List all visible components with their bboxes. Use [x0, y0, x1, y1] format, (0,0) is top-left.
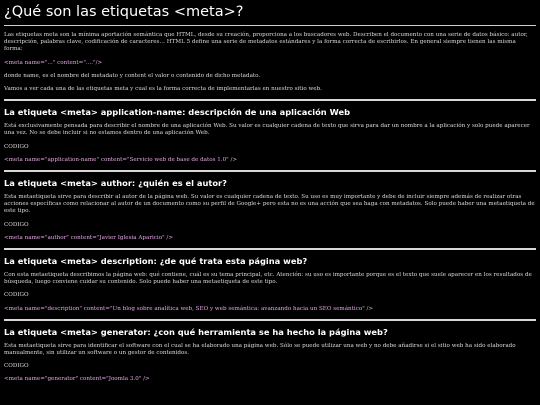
code-label: CODIGO [4, 221, 29, 228]
code-sample: <meta name="description" content="Un blog sobre analítica web, SEO y web semántica: avanzando hacia un SEO semántico" /> [4, 305, 374, 312]
section-body: Con esta metaetiqueta describimos la página web: qué contiene, cuál es su tema principal, etc. Atención: su uso es importante porque es el texto que suele aparecer en los resultados de búsqueda, luego conviene cuidar su contenido. Solo puede haber una metaetiqueta de este tipo. [4, 272, 532, 286]
divider [4, 170, 536, 172]
code-sample: <meta name="generator" content="Joomla 3.0" /> [4, 376, 150, 383]
code-label: CODIGO [4, 292, 29, 299]
section-heading-generator: La etiqueta <meta> generator: ¿con qué herramienta se ha hecho la página web? [4, 326, 388, 337]
section-heading-application-name: La etiqueta <meta> application-name: descripción de una aplicación Web [4, 107, 351, 118]
divider [4, 99, 536, 101]
divider [4, 25, 536, 26]
page-title: ¿Qué son las etiquetas <meta>? [4, 4, 244, 20]
section-body: Está exclusivamente pensada para describir el nombre de una aplicación Web. Su valor es cualquier cadena de texto que sirva para dar un nombre a la aplicación y solo puede aparecer una vez. No se debe incluir si no estamos dentro de una aplicación Web. [4, 123, 530, 137]
code-label: CODIGO [4, 143, 29, 150]
intro-paragraph: Las etiquetas meta son la mínima aportación semántica que HTML, desde su creación, proporciona a los buscadores web. Describen el documento con una serie de datos básico: autor, descripción, palabras clave, codificación de caracteres… HTML 5 define una serie de metadatos estándares y la forma correcta de escribirlos. En general siempre tienen las misma forma: [4, 32, 528, 53]
intro-paragraph: Vamos a ver cada una de las etiquetas meta y cual es la forma correcta de implementarlas en nuestro sitio web. [4, 86, 322, 93]
code-label: CODIGO [4, 363, 29, 370]
intro-code: <meta name="..." content="...."/> [4, 59, 103, 66]
divider [4, 319, 536, 321]
section-body: Esta metaetiqueta sirve para describir al autor de la página web. Su valor es cualquier cadena de texto. Su uso es muy importante y debe de incluir siempre además de realizar otras acciones específicas como relacionar al autor de un documento como su perfil de Google+ pero esta no es una acción que sea haga con metadatos. Solo puede haber una metaetiqueta de este tipo. [4, 194, 535, 215]
divider [4, 248, 536, 250]
code-sample: <meta name="application-name" content="Servicio web de base de datos 1.0" /> [4, 156, 238, 163]
section-body: Esta metaetiqueta sirve para identificar el software con el cual se ha elaborado una página web. Sólo se puede utilizar una web y no debe añadirse si el sitio web ha sido elaborado manualmente, sin utilizar un software o un gestor de contenidos. [4, 342, 516, 357]
code-sample: <meta name="author" content="Javier Iglesia Aparicio" /> [4, 234, 174, 241]
section-heading-author: La etiqueta <meta> author: ¿quién es el autor? [4, 178, 227, 189]
intro-paragraph: donde name, es el nombre del metadato y content el valor o contenido de dicho metadato. [4, 72, 261, 79]
section-heading-description: La etiqueta <meta> description: ¿de qué trata esta página web? [4, 256, 308, 267]
